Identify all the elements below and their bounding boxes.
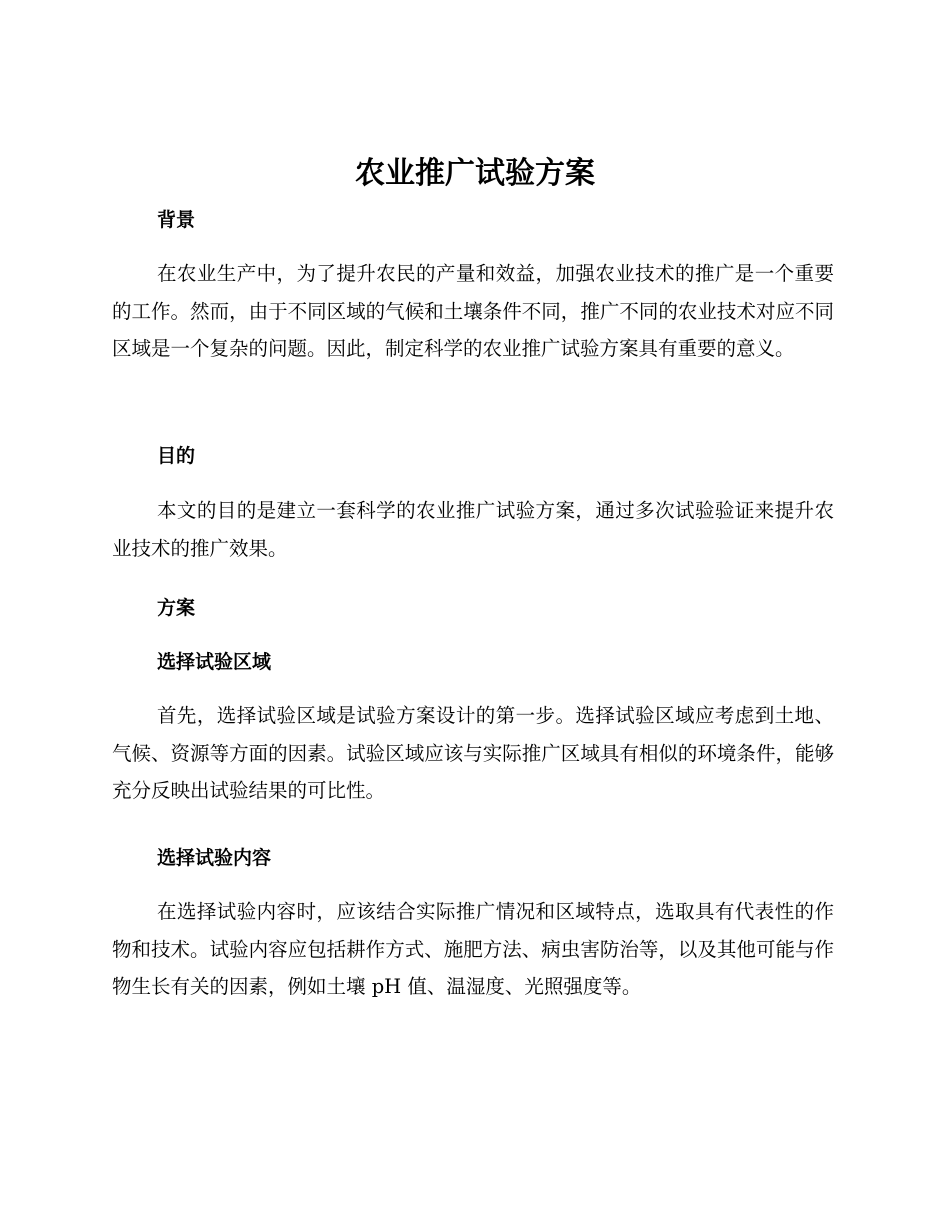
paragraph-select-area: 首先，选择试验区域是试验方案设计的第一步。选择试验区域应考虑到土地、气候、资源等方面的因素。试验区域应该与实际推广区域具有相似的环境条件，能够充分反映出试验结果的可比性。 <box>112 704 834 802</box>
section-heading-select-area: 选择试验区域 <box>157 651 272 673</box>
paragraph-background: 在农业生产中，为了提升农民的产量和效益，加强农业技术的推广是一个重要的工作。然而，由于不同区域的气候和土壤条件不同，推广不同的农业技术对应不同区域是一个复杂的问题。因此，制定科学的农业推广试验方案具有重要的意义。 <box>112 262 834 360</box>
paragraph-purpose: 本文的目的是建立一套科学的农业推广试验方案，通过多次试验验证来提升农业技术的推广效果。 <box>112 499 834 560</box>
section-heading-background: 背景 <box>157 209 196 231</box>
section-heading-purpose: 目的 <box>157 445 196 467</box>
section-heading-plan: 方案 <box>157 597 196 619</box>
section-heading-select-content: 选择试验内容 <box>157 847 272 869</box>
paragraph-select-content: 在选择试验内容时，应该结合实际推广情况和区域特点，选取具有代表性的作物和技术。试验内容应包括耕作方式、施肥方法、病虫害防治等，以及其他可能与作物生长有关的因素，例如土壤 pH 值、温湿度、光照强度等。 <box>112 900 834 998</box>
document-title: 农业推广试验方案 <box>355 156 595 191</box>
